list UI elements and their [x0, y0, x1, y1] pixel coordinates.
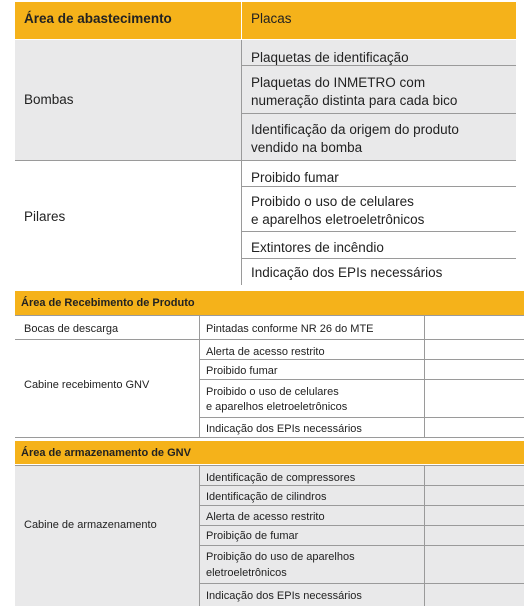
- divider: [241, 2, 242, 39]
- armazenamento-item-6: Indicação dos EPIs necessários: [206, 590, 362, 602]
- pilares-item-2b: e aparelhos eletroeletrônicos: [251, 212, 425, 227]
- pilares-item-1: Proibido fumar: [251, 170, 339, 185]
- armazenamento-item-5b: eletroeletrônicos: [206, 567, 287, 579]
- divider: [242, 258, 516, 259]
- cabine-armazenamento-label: Cabine de armazenamento: [24, 519, 157, 531]
- divider: [199, 359, 524, 360]
- divider: [424, 465, 425, 606]
- table1-header-placas: Placas: [251, 11, 292, 26]
- divider: [199, 583, 524, 584]
- divider: [242, 65, 516, 66]
- bombas-item-2b: numeração distinta para cada bico: [251, 93, 458, 108]
- divider: [15, 339, 524, 340]
- divider: [15, 437, 524, 438]
- pilares-label: Pilares: [24, 209, 66, 224]
- divider: [241, 40, 242, 285]
- divider: [199, 525, 524, 526]
- divider: [199, 545, 524, 546]
- divider: [242, 113, 516, 114]
- bocas-label: Bocas de descarga: [24, 323, 119, 335]
- table1-header-area: Área de abastecimento: [24, 11, 172, 26]
- table3-header-title: Área de armazenamento de GNV: [21, 447, 191, 459]
- divider: [199, 315, 200, 437]
- pilares-item-4: Indicação dos EPIs necessários: [251, 265, 443, 280]
- bombas-item-3a: Identificação da origem do produto: [251, 122, 459, 137]
- armazenamento-item-3: Alerta de acesso restrito: [206, 511, 325, 523]
- divider: [242, 231, 516, 232]
- divider: [199, 505, 524, 506]
- cabine-gnv-item-3a: Proibido o uso de celulares: [206, 386, 339, 398]
- bombas-item-3b: vendido na bomba: [251, 140, 363, 155]
- armazenamento-item-5a: Proibição do uso de aparelhos: [206, 551, 355, 563]
- divider: [15, 315, 524, 316]
- table2-header-title: Área de Recebimento de Produto: [21, 297, 195, 309]
- cabine-gnv-item-2: Proibido fumar: [206, 365, 278, 377]
- divider: [199, 465, 200, 606]
- cabine-gnv-label: Cabine recebimento GNV: [24, 379, 150, 391]
- cabine-gnv-item-4: Indicação dos EPIs necessários: [206, 423, 362, 435]
- pilares-item-3: Extintores de incêndio: [251, 240, 384, 255]
- armazenamento-item-1: Identificação de compressores: [206, 472, 356, 484]
- divider: [15, 465, 524, 466]
- divider: [199, 417, 524, 418]
- divider: [15, 160, 516, 161]
- armazenamento-item-2: Identificação de cilindros: [206, 491, 327, 503]
- armazenamento-item-4: Proibição de fumar: [206, 530, 299, 542]
- divider: [199, 485, 524, 486]
- cabine-gnv-item-3b: e aparelhos eletroeletrônicos: [206, 401, 348, 413]
- bombas-item-2a: Plaquetas do INMETRO com: [251, 75, 426, 90]
- divider: [242, 186, 516, 187]
- bombas-item-1: Plaquetas de identificação: [251, 50, 409, 65]
- divider: [424, 315, 425, 437]
- bocas-item-1: Pintadas conforme NR 26 do MTE: [206, 323, 374, 335]
- cabine-gnv-item-1: Alerta de acesso restrito: [206, 346, 325, 358]
- pilares-item-2a: Proibido o uso de celulares: [251, 194, 414, 209]
- divider: [199, 379, 524, 380]
- bombas-label: Bombas: [24, 92, 74, 107]
